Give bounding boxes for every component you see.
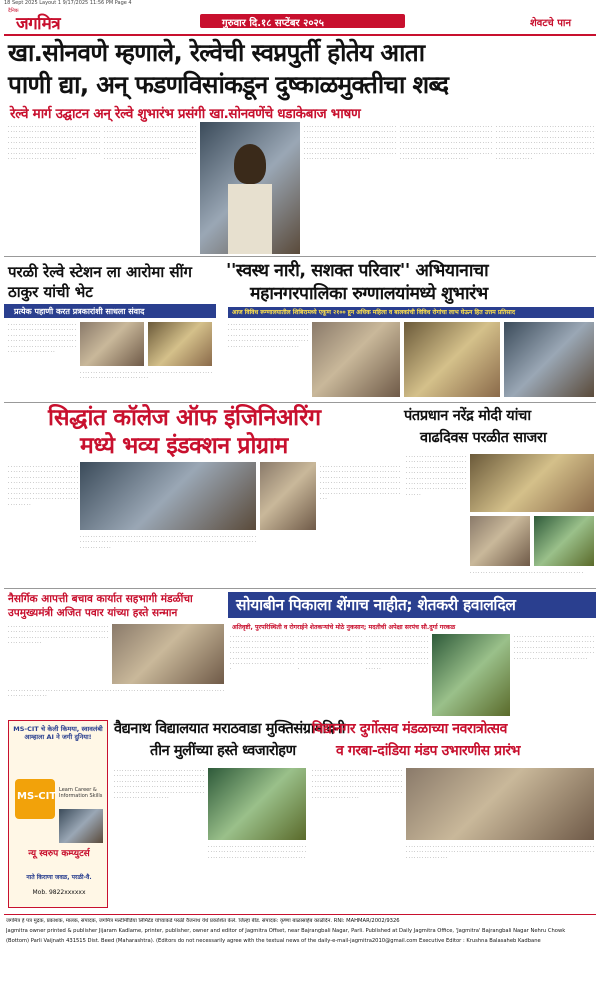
pawar-body-2: · · · · · · · · · · · · · · · · · · · · · · · · · · · · · · · · · · · · · · · · · · · · · · · · · · · · · · · · · · · · · · · · · · · · · · · · · · · · · · · · · · · · · · · · · · · · · · · ·: [8, 688, 224, 699]
vidyanagar-body-2: · · · · · · · · · · · · · · · · · · · · · · · · · · · · · · · · · · · · · · · · · · · · · · · · · · · · · · · · · · · · · · · · · · · · · · · · · · · · · · · · · · · · · · · · · · · · · · · · · · · · · · · · · · · · · · · · · · · · · · · · · · · · · · · · · · · · · · · · · · · · · · · · · · · · · · · · · · · · · ·: [406, 844, 594, 860]
vaidyanath-headline-2: तीन मुलींच्या हस्ते ध्वजारोहण: [150, 743, 296, 759]
lead-headline-2: पाणी द्या, अन् फडणविसांकडून दुष्काळमुक्तीचा शब्द: [8, 70, 449, 99]
pawar-photo: [112, 624, 224, 684]
parli-photo: [80, 322, 144, 366]
lead-headline-1: खा.सोनवणे म्हणाले, रेल्वेची स्वप्नपुर्ती होतेय आता: [8, 38, 425, 67]
modi-headline-1: पंतप्रधान नरेंद्र मोदी यांचा: [404, 408, 531, 424]
swasth-photo-3: [504, 322, 594, 397]
photo-speaker: [234, 144, 266, 184]
parli-photo-2: [148, 322, 212, 366]
modi-body-2: · · · · · · · · · · · · · · · · · · · · · · · · · · · · · · · · · · · · · · · · · · ·: [470, 570, 584, 575]
footer-line-2: Jagmitra owner printed & publisher Jijaram Kadlame, printer, publisher, owner and editor of Jagmitra Offset, near Bajrangbali Nagar, Parli. Published at Daily Jagmitra Office, 'Jagmitra' Bajrangbali Nagar Nehru Chowk: [6, 928, 566, 934]
ad-phone: Mob. 9822xxxxxx: [32, 889, 86, 896]
swasth-body-1: · · · · · · · · · · · · · · · · · · · · · · · · · · · · · · · · · · · · · · · · · · · · · · · · · · · · · · · · · · · · · · · · · · · · · · · · · · · · · · · · · · · · · · · · · · · · · · · · · · · · · · · · · · · · · · · · · · · · · · · · · · · · · · · · · · · · · · · · · · · · · · · · · · ·: [228, 322, 308, 349]
pawar-headline: नैसर्गिक आपत्ती बचाव कार्यात सहभागी मंडळींचा उपमुख्यमंत्री अजित पवार यांच्या हस्ते सन्मान: [8, 593, 193, 619]
modi-photo-3: [534, 516, 594, 566]
swasth-photo-2: [404, 322, 500, 397]
lead-body-col-3: · · · · · · · · · · · · · · · · · · · · · · · · · · · · · · · · · · · · · · · · · · · · · · · · · · · · · · · · · · · · · · · · · · · · · · · · · · · · · · · · · · · · · · · · · · · · · · · · · · · · · · · · · · · · · · · · · · · · · · · · · · · · · · · · · · · · · · · · · · · · · · · · · · · · · · · · · · · · · · · · · · · · · · · · · · · · · · · · · · · · · · · · · · · · · · · · · · · · · · · · · · · · · · · · · · · · · · · · · · · · · · · · · · · · · · · · · · ·: [304, 124, 396, 162]
siddhant-photo-2: [260, 462, 316, 530]
modi-headline-2: वाढदिवस परळीत साजरा: [420, 430, 547, 446]
masthead-rule: [4, 34, 596, 36]
logo-small: दैनिक: [8, 8, 19, 14]
lead-photo: [200, 122, 300, 254]
footer-line-3: (Bottom) Parli Vaijnath 431515 Dist. Beed (Maharashtra). (Editors do not necessarily agree with the textual news of the daily-e-mail-jagmitra2010@gmail.com Executive Editor : Krushna Balasaheb Kadbane: [6, 938, 541, 944]
masthead-logo: [8, 8, 98, 34]
masthead: [0, 8, 600, 34]
lead-body-col-1: · · · · · · · · · · · · · · · · · · · · · · · · · · · · · · · · · · · · · · · · · · · · · · · · · · · · · · · · · · · · · · · · · · · · · · · · · · · · · · · · · · · · · · · · · · · · · · · · · · · · · · · · · · · · · · · · · · · · · · · · · · · · · · · · · · · · · · · · · · · · · · · · · · · · · · · · · · · · · · · · · · · · · · · · · · · · · · · · · · · · · · · · · · · · · · · · · · · · · · · · · · · · · · · · · · · · · · · · · · · · · · · · · · · · · · · · · · · ·: [8, 124, 100, 162]
siddhant-headline-2: मध्ये भव्य इंडक्शन प्रोग्राम: [80, 433, 288, 459]
vidyanagar-photo: [406, 768, 594, 840]
ad-logo: MS-CIT: [17, 791, 57, 802]
soyabean-body-4: · · · · · · · · · · · · · · · · · · · · · · · · · · · · · · · · · · · · · · · · · · · · · · · · · · · · · · · · · · · · · · · · · · · · · · · · · · · · · · · · · · · · · · · · · · · · · · · · · · · · · · · · · · · · · · · · · · · · · · · · · · · · · · · · · · · · · · · · · · · · · · · · · · · ·: [514, 634, 594, 661]
modi-body-1: · · · · · · · · · · · · · · · · · · · · · · · · · · · · · · · · · · · · · · · · · · · · · · · · · · · · · · · · · · · · · · · · · · · · · · · · · · · · · · · · · · · · · · · · · · · · · · · · · · · · · · · · · · · · · · · · · · · · · · · · · · · · · · · · · · · · · · · · · · · · · · · · · · · · · · · · · · · · · · · · · · · · · · ·: [406, 454, 466, 497]
soyabean-headline: सोयाबीन पिकाला शेंगाच नाहीत; शेतकरी हवालदिल: [236, 596, 516, 614]
footer-line-1: जगमित्र हे पत्र मुद्रक, प्रकाशक, मालक, संपादक, जगमित्र मल्टीमीडिया लिमिटेड यांच्याकडे परळी वैजनाथ येथे प्रकाशित केले. जिल्हा बीड. संपादक: कृष्णा बाळासाहेब काळेदिन. RNI: MAHMAR/2002/9326: [6, 918, 400, 924]
rule-2: [4, 402, 596, 403]
soyabean-photo-1: [432, 634, 510, 716]
swasth-photo-1: [312, 322, 400, 397]
print-slug: 18 Sept 2025 Layout 1 9/17/2025 11:56 PM Page 4: [4, 0, 132, 6]
soyabean-body-3: · · · · · · · · · · · · · · · · · · · · · · · · · · · · · · · · · · · · · · · · · · · · · · · · · · · · · · · · · · · · · · · · · · · · · · · · · · · · · · · · · · · · · · · · · · · · · · · · · · · · · · · · · · · · · · · · · · · · · · · · · · · · · · · · · · · · · · · · · · · · · · · ·: [366, 634, 428, 672]
footer-rule: [4, 914, 596, 915]
siddhant-photo: [80, 462, 256, 530]
ad-top-text: MS-CIT चे केली किमया, स्वावलंबी आम्हाला AI ने जगी दुनिया!: [13, 725, 103, 741]
siddhant-headline-1: सिद्धांत कॉलेज ऑफ इंजिनिअरिंग: [48, 405, 321, 431]
lead-body-col-2: · · · · · · · · · · · · · · · · · · · · · · · · · · · · · · · · · · · · · · · · · · · · · · · · · · · · · · · · · · · · · · · · · · · · · · · · · · · · · · · · · · · · · · · · · · · · · · · · · · · · · · · · · · · · · · · · · · · · · · · · · · · · · · · · · · · · · · · · · · · · · · · · · · · · · · · · · · · · · · · · · · · · · · · · · · · · · · · · · · · · · · · · · · · · · · · · · · · · · · · · · · · · · · · · · · · · · · · · · · · · · · · · · · · · · · · · · · ·: [104, 124, 196, 162]
vaidyanath-body-2: · · · · · · · · · · · · · · · · · · · · · · · · · · · · · · · · · · · · · · · · · · · · · · · · · · · · · · · · · · · · · · · · · · · · · · · · · · · · · · · · · · · · · · · · · · · · · · · · · · · · · · · · · · · · · · ·: [208, 844, 306, 860]
modi-photo-1: [470, 454, 594, 512]
parli-body-2: · · · · · · · · · · · · · · · · · · · · · · · · · · · · · · · · · · · · · · · · · · · · · · · · · · · · · · · · · · · · · · · · · · · · · · · · · · · ·: [80, 370, 212, 381]
photo-podium: [228, 184, 272, 254]
modi-photo-2: [470, 516, 530, 566]
ad-logo-sub: Learn Career & Information Skills: [59, 787, 103, 799]
ad-shop-name: न्यू स्वरुप कम्प्युटर्स: [28, 849, 90, 859]
pawar-body-1: · · · · · · · · · · · · · · · · · · · · · · · · · · · · · · · · · · · · · · · · · · · · · · · · · · · · · · · · · · · · · · · · · · · · · · · · · · · · · · · · · · · · · · · · · · · · · · · · · · · · · · · · · · · · · · · · · · · · · · · · · · · · · · ·: [8, 624, 108, 646]
masthead-section: शेवटचे पान: [530, 18, 572, 29]
soyabean-subhead: अतिवृष्टी, पुरपरिस्थिती व रोगराईने शेतकऱ्यांचे मोठे नुकसान; मदतीची अपेक्षा सरपंच सौ.दुर्गा गरकळ: [232, 624, 456, 631]
swasth-headline-1: ''स्वस्थ नारी, सशक्त परिवार'' अभियानाचा: [226, 261, 489, 281]
siddhant-body-2: · · · · · · · · · · · · · · · · · · · · · · · · · · · · · · · · · · · · · · · · · · · · · · · · · · · · · · · · · · · · · · · · · · · · · · · · · · · · · · · · · · · · · · · · · · · · · · · · · · · · · · · · · · · · · · · · · · · · · · · · · · · · · · · · · · · · · · · · · · · · · · · ·: [80, 534, 256, 550]
rule-3: [4, 588, 596, 589]
rule-1: [4, 256, 596, 257]
vidyanagar-headline-1: विद्यानगर दुर्गोत्सव मंडळाच्या नवरात्रोत्सव: [312, 721, 507, 737]
vidyanagar-headline-2: व गरबा-दांडिया मंडप उभारणीस प्रारंभ: [336, 743, 521, 759]
ad-box: [8, 720, 108, 908]
swasth-banner: आज विविध रूग्णालयातील शिबिरामध्ये एकूण २१०० हून अधिक महिला व बालकांची विविध रोगांचा लाभ घेऊन हित उत्तम प्रतिसाद: [232, 309, 516, 316]
swasth-headline-2: महानगरपालिका रुग्णालयांमध्ये शुभारंभ: [250, 284, 488, 304]
parli-body-1: · · · · · · · · · · · · · · · · · · · · · · · · · · · · · · · · · · · · · · · · · · · · · · · · · · · · · · · · · · · · · · · · · · · · · · · · · · · · · · · · · · · · · · · · · · · · · · · · · · · · · · · · · · · · · · · · · · · · · · · · · · · · · · · · · · · · · · · · · · · · · · · · · · · ·: [8, 322, 76, 355]
lead-subhead: रेल्वे मार्ग उद्घाटन अन् रेल्वे शुभारंभ प्रसंगी खा.सोनवणेंचे धडाकेबाज भाषण: [10, 106, 361, 122]
lead-body-col-5: · · · · · · · · · · · · · · · · · · · · · · · · · · · · · · · · · · · · · · · · · · · · · · · · · · · · · · · · · · · · · · · · · · · · · · · · · · · · · · · · · · · · · · · · · · · · · · · · · · · · · · · · · · · · · · · · · · · · · · · · · · · · · · · · · · · · · · · · · · · · · · · · · · · · · · · · · · · · · · · · · · · · · · · · · · · · · · · · · · · · · · · · · · · · · · · · · · · · · · · · · · · · · · · · · · · · · · · · · · · · · · · · · · · · · · · · · · · ·: [496, 124, 594, 162]
vidyanagar-body-1: · · · · · · · · · · · · · · · · · · · · · · · · · · · · · · · · · · · · · · · · · · · · · · · · · · · · · · · · · · · · · · · · · · · · · · · · · · · · · · · · · · · · · · · · · · · · · · · · · · · · · · · · · · · · · · · · · · · · · · · · · · · · · · · · · · · · · · · · · · · · · · · · · · · · · · · · · · · · · · · · · · · · · · · · · · · · · · · · · · · · · · · · · · · ·: [312, 768, 402, 801]
vaidyanath-headline-1: वैद्यनाथ विद्यालयात मराठवाडा मुक्तिसंग्रामदिनी: [114, 721, 346, 737]
ad-shop-addr: नाते किराणा जवळ, परळी-वै.: [26, 874, 92, 881]
logo-text: जगमित्र: [16, 14, 61, 34]
soyabean-body-1: · · · · · · · · · · · · · · · · · · · · · · · · · · · · · · · · · · · · · · · · · · · · · · · · · · · · · · · · · · · · · · · · · · · · · · · · · · · · · · · · · · · · · · · · · · · · · · · · · · · · · · · · · · · · · · · · · · · · · · · · · · · · · · · · · · · · · · · · · · · · · · · · ·: [230, 634, 294, 672]
vaidyanath-body-1: · · · · · · · · · · · · · · · · · · · · · · · · · · · · · · · · · · · · · · · · · · · · · · · · · · · · · · · · · · · · · · · · · · · · · · · · · · · · · · · · · · · · · · · · · · · · · · · · · · · · · · · · · · · · · · · · · · · · · · · · · · · · · · · · · · · · · · · · · · · · · · · · · · · · · · · · · · · · · · · · · · · · · · · · · · · · · · · · · · · · · · · · · · · · · · ·: [114, 768, 204, 801]
vaidyanath-photo: [208, 768, 306, 840]
soyabean-body-2: · · · · · · · · · · · · · · · · · · · · · · · · · · · · · · · · · · · · · · · · · · · · · · · · · · · · · · · · · · · · · · · · · · · · · · · · · · · · · · · · · · · · · · · · · · · · · · · · · · · · · · · · · · · · · · · · · · · · · · · · · · · · · · · · · · · · · · · · · · · · · · · · ·: [298, 634, 362, 672]
parli-headline: परळी रेल्वे स्टेशन ला आरोमा सींग ठाकुर यांची भेट: [8, 263, 192, 301]
ad-photo: [59, 809, 103, 843]
lead-body-col-4: · · · · · · · · · · · · · · · · · · · · · · · · · · · · · · · · · · · · · · · · · · · · · · · · · · · · · · · · · · · · · · · · · · · · · · · · · · · · · · · · · · · · · · · · · · · · · · · · · · · · · · · · · · · · · · · · · · · · · · · · · · · · · · · · · · · · · · · · · · · · · · · · · · · · · · · · · · · · · · · · · · · · · · · · · · · · · · · · · · · · · · · · · · · · · · · · · · · · · · · · · · · · · · · · · · · · · · · · · · · · · · · · · · · · · · · · · · · ·: [400, 124, 492, 162]
siddhant-body-1: · · · · · · · · · · · · · · · · · · · · · · · · · · · · · · · · · · · · · · · · · · · · · · · · · · · · · · · · · · · · · · · · · · · · · · · · · · · · · · · · · · · · · · · · · · · · · · · · · · · · · · · · · · · · · · · · · · · · · · · · · · · · · · · · · · · · · · · · · · · · · · · · · · · · · · · · · · · · · · · · · · · · · · · · · · · · · · · · · · · · · · · · · · · · · · ·: [8, 464, 78, 507]
masthead-date: गुरुवार दि.१८ सप्टेंबर २०२५: [222, 18, 324, 29]
siddhant-body-3: · · · · · · · · · · · · · · · · · · · · · · · · · · · · · · · · · · · · · · · · · · · · · · · · · · · · · · · · · · · · · · · · · · · · · · · · · · · · · · · · · · · · · · · · · · · · · · · · · · · · · · · · · · · · · · · · · · · · · · · · · · · · · · · · · · · · · · · · · · · · · · · · · · · · · · · · · · · · · · · · · · · · · · · · · · · · · · · · · · · · · · ·: [320, 464, 400, 502]
parli-subhead: प्रत्येक पहाणी करत प्रत्रकारांशी साधला संवाद: [14, 307, 145, 316]
